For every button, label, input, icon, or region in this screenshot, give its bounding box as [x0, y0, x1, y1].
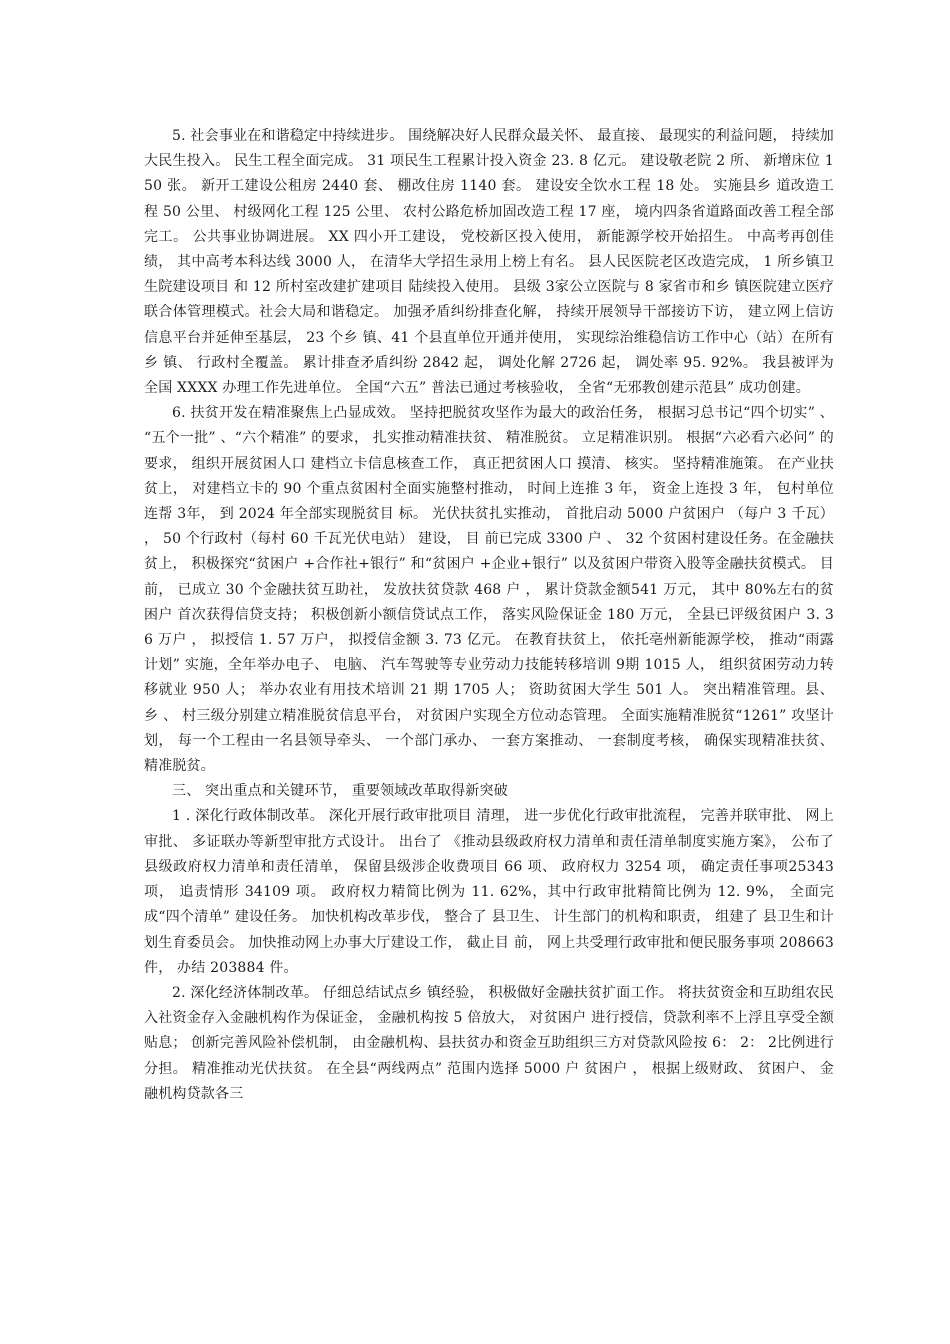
- document-page: [144, 124, 834, 1107]
- section-heading-reform: 三、 突出重点和关键环节， 重要领域改革取得新突破: [172, 783, 508, 800]
- paragraph-social-affairs: 5. 社会事业在和谐稳定中持续进步。 围绕解决好人民群众最关怀、 最直接、 最现实的利益问题， 持续加大民生投入。 民生工程全面完成。 31 项民生工程累计投入资金 23. 8 亿元。 建设敬老院 2 所、 新增床位 150 张。 新开工建设公租房 2440 套、 棚改住房 1140 套。 建设安全饮水工程 18 处。 实施县乡 道改造工程 50 公里、 村级网化工程 125 公里、 农村公路危桥加固改造工程 17 座， 境内四条省道路面改善工程全部完工。 公共事业协调进展。 XX 四小开工建设， 党校新区投入使用， 新能源学校开始招生。 中高考再创佳绩， 其中高考本科达线 3000 人， 在清华大学招生录用上榜上有名。 县人民医院老区改造完成， 1 所乡镇卫生院建设项目 和 12 所村室改建扩建项目 陆续投入使用。 县级 3家公立医院与 8 家省市和乡 镇医院建立医疗联合体管理模式。社会大局和谐稳定。 加强矛盾纠纷排查化解， 持续开展领导干部接访下访， 建立网上信访信息平台并延伸至基层， 23 个乡 镇、41 个县直单位开通并使用， 实现综治维稳信访工作中心（站）在所有乡 镇、 行政村全覆盖。 累计排查矛盾纠纷 2842 起， 调处化解 2726 起， 调处率 95. 92%。 我县被评为全国 XXXX 办理工作先进单位。 全国“六五” 普法已通过考核验收， 全省“无邪教创建示范县” 成功创建。: [144, 128, 834, 397]
- paragraph-poverty-alleviation: 6. 扶贫开发在精准聚焦上凸显成效。 坚持把脱贫攻坚作为最大的政治任务， 根据习总书记“四个切实” 、 “五个一批” 、“六个精准” 的要求， 扎实推动精准扶贫、 精准脱贫。 立足精准识别。 根据“六必看六必问” 的要求， 组织开展贫困人口 建档立卡信息核查工作， 真正把贫困人口 摸清、 核实。 坚持精准施策。 在产业扶贫上， 对建档立卡的 90 个重点贫困村全面实施整村推动， 时间上连推 3 年， 资金上连投 3 年， 包村单位连帮 3年， 到 2024 年全部实现脱贫目 标。 光伏扶贫扎实推动， 首批启动 5000 户贫困户 （每户 3 千瓦） ， 50 个行政村（每村 60 千瓦光伏电站） 建设， 目 前已完成 3300 户 、 32 个贫困村建设任务。在金融扶贫上， 积极探究“贫困户 +合作社+银行” 和“贫困户 +企业+银行” 以及贫困户带资入股等金融扶贫模式。 目 前， 已成立 30 个金融扶贫互助社， 发放扶贫贷款 468 户 ， 累计贷款金额541 万元， 其中 80%左右的贫困户 首次获得信贷支持； 积极创新小额信贷试点工作， 落实风险保证金 180 万元， 全县已评级贫困户 3. 36 万户 ， 拟授信 1. 57 万户， 拟授信金额 3. 73 亿元。 在教育扶贫上， 依托亳州新能源学校， 推动“雨露计划” 实施，全年举办电子、 电脑、 汽车驾驶等专业劳动力技能转移培训 9期 1015 人， 组织贫困劳动力转移就业 950 人； 举办农业有用技术培训 21 期 1705 人； 资助贫困大学生 501 人。 突出精准管理。县、 乡 、 村三级分别建立精准脱贫信息平台， 对贫困户实现全方位动态管理。 全面实施精准脱贫“1261” 攻坚计划， 每一个工程由一名县领导牵头、 一个部门承办、 一套方案推动、 一套制度考核， 确保实现精准扶贫、 精准脱贫。: [144, 405, 834, 775]
- paragraph-economic-reform: 2. 深化经济体制改革。 仔细总结试点乡 镇经验， 积极做好金融扶贫扩面工作。 将扶贫资金和互助组农民入社资金存入金融机构作为保证金， 金融机构按 5 倍放大， 对贫困户 进行授信，贷款利率不上浮且享受全额贴息； 创新完善风险补偿机制， 由金融机构、县扶贫办和资金互助组织三方对贷款风险按 6： 2： 2比例进行分担。 精准推动光伏扶贫。 在全县“两线两点” 范围内选择 5000 户 贫困户 ， 根据上级财政、 贫困户、 金融机构贷款各三: [144, 984, 834, 1102]
- paragraph-administrative-reform: 1 . 深化行政体制改革。 深化开展行政审批项目 清理， 进一步优化行政审批流程， 完善并联审批、 网上审批、 多证联办等新型审批方式设计。 出台了 《推动县级政府权力清单和责任清单制度实施方案》， 公布了 县级政府权力清单和责任清单， 保留县级涉企收费项目 66 项、 政府权力 3254 项， 确定责任事项25343 项， 追责情形 34109 项。 政府权力精简比例为 11. 62%，其中行政审批精简比例为 12. 9%， 全面完成“四个清单” 建设任务。 加快机构改革步伐， 整合了 县卫生、 计生部门的机构和职责， 组建了 县卫生和计划生育委员会。 加快推动网上办事大厅建设工作， 截止目 前， 网上共受理行政审批和便民服务事项 208663 件， 办结 203884 件。: [144, 808, 834, 976]
